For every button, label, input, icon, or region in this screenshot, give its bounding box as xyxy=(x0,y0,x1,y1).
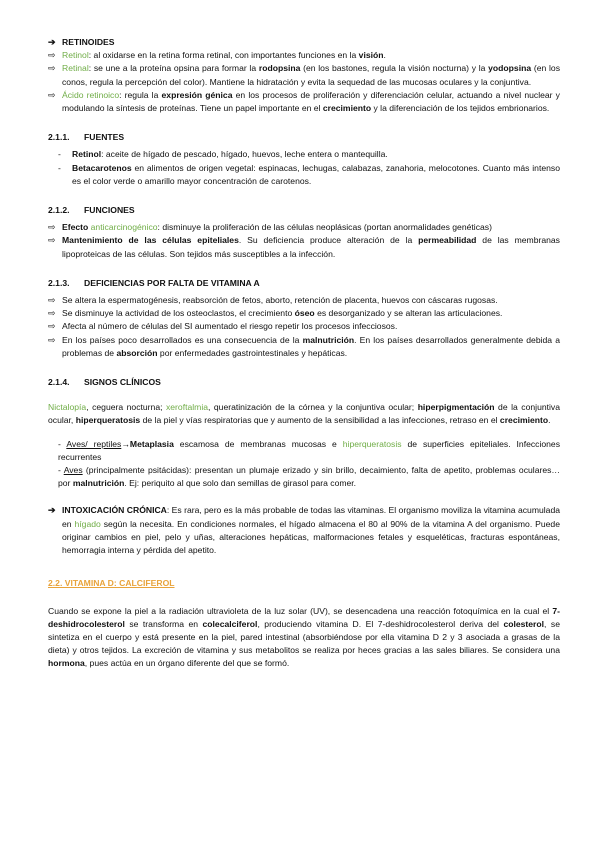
list-item: ⇨ Afecta al número de células del SI aumentado el riesgo repetir los procesos infecciosos. xyxy=(48,320,560,333)
vitamina-d-heading: 2.2. VITAMINA D: CALCIFEROL xyxy=(48,578,175,589)
list-item: ⇨ En los países poco desarrollados es una consecuencia de la malnutrición. En los países desarrollados generalmente debida a problemas de absorción por enfermedades gastrointestinales y hepáticas. xyxy=(48,334,560,358)
bold-arrow-icon: ➔ xyxy=(48,37,56,47)
retinoides-heading-row xyxy=(48,36,560,49)
list-item: ⇨ Mantenimiento de las células epiteliales. Su deficiencia produce alteración de la permeabilidad de las membranas lipoproteicas de las células. Son tejidos más susceptibles a la infección. xyxy=(48,235,560,259)
vitamina-d-heading-wrap xyxy=(48,577,560,590)
section-heading-fuentes: 2.1.1. FUENTES xyxy=(48,132,125,143)
term: Ácido retinoico xyxy=(62,89,120,100)
aves-reptiles-item: - Aves/ reptiles→Metaplasia escamosa de membranas mucosas e hiperqueratosis de superficies epiteliales. Infecciones recurrentes xyxy=(58,438,560,462)
section-heading-deficiencias: 2.1.3. DEFICIENCIAS POR FALTA DE VITAMINA A xyxy=(48,277,260,288)
vitamina-d-paragraph: Cuando se expone la piel a la radiación ultravioleta de la luz solar (UV), se desencadena una reacción fotoquímica en la cual el 7-deshidrocolesterol se transforma en colecalciferol, produciendo vitamina D. El 7-deshidrocolesterol deriva del colesterol, se sintetiza en el cuerpo y está presente en la piel, pared intestinal (absorbiéndose por ella vitamina D 2 y 3 asociada a grasas de la dieta) y otros tejidos. La excreción de vitamina y sus metabolitos se realiza por heces gracias a las sales biliares. Se considera una hormona, pues actúa en un órgano diferente del que se formó. xyxy=(48,605,560,669)
aves-item: - Aves (principalmente psitácidas): presentan un plumaje erizado y sin brillo, decaimiento, falta de apetito, problemas oculares… por malnutrición. Ej: periquito al que solo dan semillas de girasol para comer. xyxy=(58,465,561,489)
list-item: ⇨ Efecto anticarcinogénico: disminuye la proliferación de las células neoplásicas (portan anormalidades genéticas) xyxy=(48,221,560,234)
hollow-arrow-icon: ⇨ xyxy=(48,308,56,319)
hollow-arrow-icon: ⇨ xyxy=(48,334,56,345)
retinoides-heading: RETINOIDES xyxy=(62,37,115,47)
dash-bullet: - xyxy=(58,149,61,160)
intoxicacion-row: ➔ INTOXICACIÓN CRÓNICA: Es rara, pero es la más probable de todas las vitaminas. El organismo moviliza la vitamina acumulada en hígado según la necesita. En condiciones normales, el hígado almacena el 80 al 90% de la vitamina A del organismo. Puede originar cambios en piel, pelo y uñas, alteraciones hepáticas, malformaciones fetales y esqueléticas, fracturas espontáneas, hemorragia interna y pérdida del apetito. xyxy=(48,505,561,556)
dash-bullet: - xyxy=(58,162,61,173)
document-page xyxy=(48,36,560,671)
hollow-arrow-icon: ⇨ xyxy=(48,222,56,233)
retinoides-item-acido-retinoico: ⇨ Ácido retinoico: regula la expresión génica en los procesos de proliferación y diferenciación celular, actuando a nivel nuclear y modulando la síntesis de proteínas. Tiene un papel importante en el crecimiento y la diferenciación de los tejidos embrionarios. xyxy=(48,89,560,114)
term: Retinal xyxy=(62,63,89,74)
section-heading-signos: 2.1.4. SIGNOS CLÍNICOS xyxy=(48,377,161,388)
bold-arrow-icon: ➔ xyxy=(48,505,56,516)
hollow-arrow-icon: ⇨ xyxy=(48,89,56,100)
section-heading-funciones: 2.1.2. FUNCIONES xyxy=(48,205,135,216)
term: Retinol xyxy=(62,50,89,61)
signos-paragraph: Nictalopía, ceguera nocturna; xeroftalmia, queratinización de la córnea y la conjuntiva ocular; hiperpigmentación de la conjuntiva ocular, hiperqueratosis de la piel y vías respiratorias que y aumento de la sensibilidad a las infecciones, retraso en el crecimiento. xyxy=(48,402,560,426)
list-item: - Betacarotenos en alimentos de origen vegetal: espinacas, lechugas, calabazas, zanahoria, melocotones. Cuanto más intenso es el color verde o amarillo mayor concentración de carotenos. xyxy=(48,162,560,188)
list-item: - Retinol: aceite de hígado de pescado, hígado, huevos, leche entera o mantequilla. xyxy=(48,148,560,161)
hollow-arrow-icon: ⇨ xyxy=(48,295,56,306)
hollow-arrow-icon: ⇨ xyxy=(48,321,56,332)
hollow-arrow-icon: ⇨ xyxy=(48,50,56,61)
retinoides-item-retinol: ⇨ Retinol: al oxidarse en la retina forma retinal, con importantes funciones en la visión. xyxy=(48,49,560,62)
retinoides-item-retinal: ⇨ Retinal: se une a la proteína opsina para formar la rodopsina (en los bastones, regula la visión nocturna) y la yodopsina (en los conos, regula la percepción del color). Mantiene la hidratación y evita la sequedad de las mucosas oculares y la conjuntiva. xyxy=(48,63,560,87)
hollow-arrow-icon: ⇨ xyxy=(48,63,56,74)
list-item: ⇨ Se disminuye la actividad de los osteoclastos, el crecimiento óseo es desorganizado y se alteran las articulaciones. xyxy=(48,307,560,320)
list-item: ⇨ Se altera la espermatogénesis, reabsorción de fetos, aborto, retención de placenta, huevos con cáscaras rugosas. xyxy=(48,294,560,307)
hollow-arrow-icon: ⇨ xyxy=(48,235,56,246)
